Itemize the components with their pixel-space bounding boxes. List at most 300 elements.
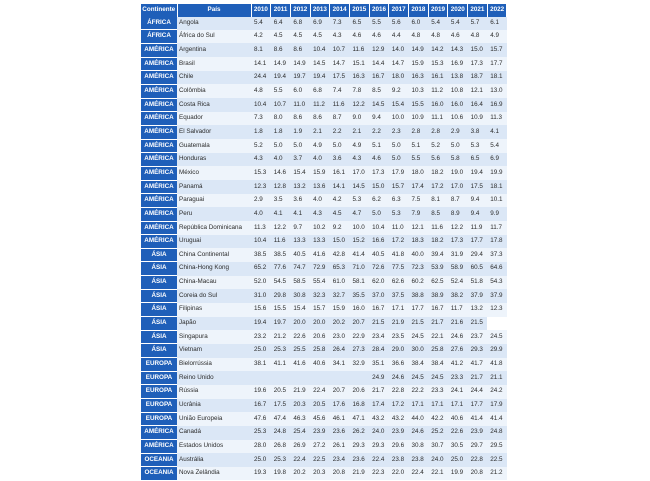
value-cell: 34.1 [330, 358, 350, 372]
value-cell: 7.8 [349, 84, 369, 98]
value-cell: 18.0 [389, 71, 409, 85]
value-cell: 25.5 [290, 344, 310, 358]
value-cell [330, 371, 350, 385]
value-cell: 15.9 [310, 166, 330, 180]
continent-cell: OCEANIA [141, 467, 177, 481]
continent-cell: AMÉRICA [141, 57, 177, 71]
value-cell: 62.5 [428, 276, 448, 290]
table-row [141, 84, 507, 98]
value-cell: 29.4 [468, 248, 488, 262]
value-cell: 4.6 [369, 30, 389, 44]
value-cell: 24.6 [389, 371, 409, 385]
value-cell: 6.5 [349, 17, 369, 30]
table-row [141, 344, 507, 358]
value-cell: 9.7 [290, 221, 310, 235]
value-cell: 23.8 [409, 453, 429, 467]
header-year: 2016 [369, 4, 389, 17]
value-cell: 11.0 [389, 221, 409, 235]
value-cell: 15.4 [290, 166, 310, 180]
value-cell: 8.5 [369, 84, 389, 98]
value-cell: 5.3 [389, 207, 409, 221]
table-body [141, 17, 507, 481]
table-row [141, 221, 507, 235]
value-cell: 77.5 [389, 262, 409, 276]
value-cell: 10.9 [409, 112, 429, 126]
continent-cell: AMÉRICA [141, 194, 177, 208]
value-cell: 17.7 [468, 235, 488, 249]
continent-cell: AMÉRICA [141, 125, 177, 139]
value-cell: 11.7 [487, 221, 507, 235]
table-row [141, 17, 507, 30]
value-cell: 38.2 [448, 289, 468, 303]
value-cell: 23.7 [468, 330, 488, 344]
continent-cell: EUROPA [141, 371, 177, 385]
continent-cell: AMÉRICA [141, 426, 177, 440]
value-cell: 20.8 [330, 467, 350, 481]
value-cell: 72.3 [409, 262, 429, 276]
country-cell: China-Hong Kong [177, 262, 251, 276]
value-cell: 16.0 [448, 98, 468, 112]
value-cell: 1.9 [290, 125, 310, 139]
value-cell: 12.2 [448, 221, 468, 235]
value-cell: 4.8 [428, 30, 448, 44]
value-cell: 4.6 [448, 30, 468, 44]
country-cell: Estados Unidos [177, 440, 251, 454]
value-cell: 6.5 [468, 153, 488, 167]
value-cell: 23.9 [468, 426, 488, 440]
value-cell: 37.9 [487, 289, 507, 303]
value-cell: 28.0 [251, 440, 271, 454]
value-cell: 22.6 [290, 330, 310, 344]
value-cell: 55.4 [310, 276, 330, 290]
value-cell: 25.4 [290, 426, 310, 440]
country-cell: Argentina [177, 43, 251, 57]
value-cell: 17.7 [409, 303, 429, 317]
value-cell: 4.5 [290, 30, 310, 44]
country-cell: Honduras [177, 153, 251, 167]
value-cell: 23.2 [251, 330, 271, 344]
table-row [141, 426, 507, 440]
value-cell: 5.2 [251, 139, 271, 153]
value-cell: 4.2 [251, 30, 271, 44]
value-cell: 10.8 [448, 84, 468, 98]
value-cell: 14.5 [369, 98, 389, 112]
value-cell: 24.9 [369, 371, 389, 385]
value-cell: 11.1 [428, 112, 448, 126]
country-cell: Equador [177, 112, 251, 126]
value-cell: 23.9 [310, 426, 330, 440]
value-cell: 21.7 [428, 317, 448, 331]
value-cell: 15.7 [487, 43, 507, 57]
value-cell: 8.6 [310, 112, 330, 126]
value-cell: 29.3 [369, 440, 389, 454]
value-cell: 25.0 [251, 453, 271, 467]
value-cell: 2.2 [330, 125, 350, 139]
country-cell: Guatemala [177, 139, 251, 153]
value-cell: 32.7 [330, 289, 350, 303]
country-cell: Peru [177, 207, 251, 221]
table-row [141, 303, 507, 317]
value-cell: 5.5 [369, 17, 389, 30]
value-cell: 24.0 [428, 453, 448, 467]
value-cell: 4.5 [271, 30, 291, 44]
value-cell: 8.1 [428, 194, 448, 208]
value-cell: 4.5 [330, 207, 350, 221]
table-row [141, 385, 507, 399]
country-cell: Costa Rica [177, 98, 251, 112]
value-cell: 30.7 [428, 440, 448, 454]
value-cell: 16.7 [369, 71, 389, 85]
value-cell: 22.1 [428, 330, 448, 344]
value-cell: 5.4 [428, 17, 448, 30]
value-cell: 52.4 [448, 276, 468, 290]
value-cell: 22.5 [310, 453, 330, 467]
value-cell: 8.7 [330, 112, 350, 126]
continent-cell: OCEANIA [141, 453, 177, 467]
value-cell: 18.3 [409, 235, 429, 249]
value-cell: 10.3 [409, 84, 429, 98]
header-year: 2017 [389, 4, 409, 17]
continent-cell: AMÉRICA [141, 235, 177, 249]
country-cell: Paraguai [177, 194, 251, 208]
continent-cell: AMÉRICA [141, 98, 177, 112]
value-cell: 10.6 [448, 112, 468, 126]
value-cell: 11.0 [290, 98, 310, 112]
value-cell: 11.7 [448, 303, 468, 317]
value-cell: 71.0 [349, 262, 369, 276]
value-cell: 43.2 [369, 412, 389, 426]
value-cell: 20.2 [330, 317, 350, 331]
table-row [141, 194, 507, 208]
value-cell: 16.6 [369, 235, 389, 249]
value-cell: 7.5 [409, 194, 429, 208]
value-cell: 15.0 [468, 43, 488, 57]
value-cell: 30.0 [409, 344, 429, 358]
continent-cell: ÁSIA [141, 303, 177, 317]
value-cell: 58.5 [290, 276, 310, 290]
value-cell: 8.5 [428, 207, 448, 221]
table-row [141, 166, 507, 180]
table-row [141, 30, 507, 44]
value-cell: 11.3 [251, 221, 271, 235]
country-cell: México [177, 166, 251, 180]
value-cell: 12.3 [487, 303, 507, 317]
value-cell: 29.6 [389, 440, 409, 454]
value-cell: 14.7 [389, 57, 409, 71]
value-cell: 35.1 [369, 358, 389, 372]
country-cell: República Dominicana [177, 221, 251, 235]
value-cell: 24.5 [487, 330, 507, 344]
value-cell: 8.0 [271, 112, 291, 126]
continent-cell: AMÉRICA [141, 207, 177, 221]
value-cell: 43.2 [389, 412, 409, 426]
value-cell: 40.6 [310, 358, 330, 372]
value-cell: 13.8 [448, 71, 468, 85]
value-cell: 15.0 [369, 180, 389, 194]
value-cell: 17.8 [487, 235, 507, 249]
value-cell: 24.6 [409, 426, 429, 440]
table-row [141, 207, 507, 221]
value-cell: 4.0 [310, 194, 330, 208]
header-year: 2019 [428, 4, 448, 17]
value-cell: 21.6 [448, 317, 468, 331]
value-cell: 21.9 [349, 467, 369, 481]
value-cell: 20.7 [349, 317, 369, 331]
value-cell: 7.3 [330, 17, 350, 30]
value-cell: 14.5 [349, 180, 369, 194]
value-cell: 17.1 [409, 399, 429, 413]
value-cell: 18.0 [409, 166, 429, 180]
value-cell: 4.9 [487, 30, 507, 44]
value-cell: 15.4 [290, 303, 310, 317]
value-cell: 20.2 [290, 467, 310, 481]
value-cell: 21.5 [369, 317, 389, 331]
value-cell: 18.2 [428, 235, 448, 249]
value-cell: 47.1 [349, 412, 369, 426]
table-row [141, 453, 507, 467]
value-cell: 17.7 [487, 57, 507, 71]
value-cell: 29.0 [389, 344, 409, 358]
value-cell: 7.4 [330, 84, 350, 98]
value-cell: 19.7 [290, 71, 310, 85]
continent-cell: AMÉRICA [141, 440, 177, 454]
value-cell: 19.4 [271, 71, 291, 85]
value-cell: 1.8 [251, 125, 271, 139]
value-cell: 6.0 [409, 17, 429, 30]
value-cell: 21.9 [389, 317, 409, 331]
continent-cell: ÁSIA [141, 248, 177, 262]
value-cell: 5.0 [290, 139, 310, 153]
table-row [141, 412, 507, 426]
value-cell: 16.1 [330, 166, 350, 180]
value-cell: 4.8 [251, 84, 271, 98]
value-cell: 17.9 [487, 399, 507, 413]
value-cell: 19.6 [251, 385, 271, 399]
value-cell: 11.9 [468, 221, 488, 235]
value-cell: 24.1 [448, 385, 468, 399]
continent-cell: EUROPA [141, 358, 177, 372]
value-cell: 14.6 [271, 166, 291, 180]
value-cell: 25.8 [310, 344, 330, 358]
value-cell: 45.6 [310, 412, 330, 426]
value-cell: 8.9 [448, 207, 468, 221]
value-cell: 24.5 [409, 371, 429, 385]
value-cell: 14.1 [330, 180, 350, 194]
country-cell: Panamá [177, 180, 251, 194]
value-cell: 4.9 [349, 139, 369, 153]
value-cell: 11.6 [271, 235, 291, 249]
value-cell: 5.0 [271, 139, 291, 153]
value-cell: 16.8 [349, 399, 369, 413]
continent-cell: ÁSIA [141, 262, 177, 276]
table-row [141, 330, 507, 344]
continent-cell: AMÉRICA [141, 84, 177, 98]
continent-cell: AMÉRICA [141, 112, 177, 126]
value-cell: 5.7 [468, 17, 488, 30]
value-cell: 36.6 [389, 358, 409, 372]
value-cell [251, 371, 271, 385]
value-cell: 72.6 [369, 262, 389, 276]
value-cell: 1.8 [271, 125, 291, 139]
value-cell: 41.1 [271, 358, 291, 372]
value-cell: 20.0 [310, 317, 330, 331]
value-cell: 13.3 [310, 235, 330, 249]
value-cell: 17.4 [409, 180, 429, 194]
continent-cell: AMÉRICA [141, 180, 177, 194]
table-row [141, 262, 507, 276]
value-cell: 13.0 [487, 84, 507, 98]
value-cell [290, 371, 310, 385]
value-cell: 25.2 [428, 426, 448, 440]
value-cell: 41.7 [468, 358, 488, 372]
value-cell: 20.6 [310, 330, 330, 344]
value-cell: 19.3 [251, 467, 271, 481]
table-row [141, 180, 507, 194]
value-cell: 41.8 [389, 248, 409, 262]
value-cell: 9.2 [389, 84, 409, 98]
header-year: 2013 [310, 4, 330, 17]
value-cell: 2.9 [448, 125, 468, 139]
value-cell: 10.2 [310, 221, 330, 235]
value-cell: 12.2 [349, 98, 369, 112]
value-cell: 6.9 [310, 17, 330, 30]
value-cell: 2.8 [409, 125, 429, 139]
value-cell: 21.2 [271, 330, 291, 344]
value-cell: 20.8 [468, 467, 488, 481]
continent-cell: AMÉRICA [141, 139, 177, 153]
value-cell: 54.5 [271, 276, 291, 290]
value-cell: 15.5 [271, 303, 291, 317]
header-year: 2020 [448, 4, 468, 17]
value-cell: 62.0 [369, 276, 389, 290]
value-cell: 9.4 [468, 207, 488, 221]
value-cell: 10.4 [251, 98, 271, 112]
value-cell: 41.8 [487, 358, 507, 372]
value-cell: 6.9 [487, 153, 507, 167]
value-cell: 24.8 [271, 426, 291, 440]
value-cell: 39.4 [428, 248, 448, 262]
continent-cell: AMÉRICA [141, 71, 177, 85]
country-cell: Reino Unido [177, 371, 251, 385]
value-cell: 7.3 [251, 112, 271, 126]
value-cell: 12.8 [271, 180, 291, 194]
value-cell: 9.0 [349, 112, 369, 126]
value-cell: 12.1 [468, 84, 488, 98]
value-cell: 19.9 [448, 467, 468, 481]
value-cell: 20.5 [310, 399, 330, 413]
value-cell: 5.3 [468, 139, 488, 153]
table-row [141, 153, 507, 167]
value-cell: 72.9 [310, 262, 330, 276]
value-cell: 40.5 [369, 248, 389, 262]
value-cell: 17.0 [448, 180, 468, 194]
value-cell: 37.0 [369, 289, 389, 303]
table-row [141, 371, 507, 385]
value-cell: 54.3 [487, 276, 507, 290]
value-cell: 26.9 [290, 440, 310, 454]
value-cell: 4.1 [290, 207, 310, 221]
country-cell: China Continental [177, 248, 251, 262]
value-cell: 5.8 [448, 153, 468, 167]
value-cell: 13.2 [290, 180, 310, 194]
value-cell: 10.7 [330, 43, 350, 57]
value-cell: 41.4 [349, 248, 369, 262]
value-cell: 4.0 [271, 153, 291, 167]
value-cell: 29.3 [468, 344, 488, 358]
value-cell: 77.6 [271, 262, 291, 276]
value-cell [310, 371, 330, 385]
value-cell: 15.9 [409, 57, 429, 71]
value-cell: 3.7 [290, 153, 310, 167]
value-cell [349, 371, 369, 385]
value-cell: 9.9 [487, 207, 507, 221]
value-cell: 21.2 [487, 467, 507, 481]
value-cell: 9.4 [369, 112, 389, 126]
value-cell: 6.1 [487, 17, 507, 30]
value-cell: 17.5 [330, 71, 350, 85]
value-cell: 18.1 [487, 180, 507, 194]
value-cell: 15.1 [349, 57, 369, 71]
value-cell: 24.5 [409, 330, 429, 344]
continent-cell: AMÉRICA [141, 221, 177, 235]
continent-cell: AMÉRICA [141, 153, 177, 167]
value-cell: 4.3 [310, 207, 330, 221]
value-cell: 24.6 [448, 330, 468, 344]
value-cell: 10.7 [271, 98, 291, 112]
value-cell: 17.1 [428, 399, 448, 413]
header-year: 2015 [349, 4, 369, 17]
value-cell: 32.9 [349, 358, 369, 372]
value-cell: 17.5 [468, 180, 488, 194]
value-cell: 16.3 [349, 71, 369, 85]
value-cell: 12.9 [369, 43, 389, 57]
value-cell: 22.4 [369, 453, 389, 467]
table-row [141, 235, 507, 249]
value-cell: 11.6 [428, 221, 448, 235]
value-cell: 5.1 [409, 139, 429, 153]
value-cell: 17.2 [389, 399, 409, 413]
value-cell: 38.1 [251, 358, 271, 372]
value-cell: 22.0 [389, 467, 409, 481]
value-cell: 16.0 [428, 98, 448, 112]
value-cell: 26.8 [271, 440, 291, 454]
header-continente: Continente [141, 4, 177, 17]
value-cell: 15.2 [349, 235, 369, 249]
value-cell: 21.7 [369, 385, 389, 399]
country-cell: Ucrânia [177, 399, 251, 413]
value-cell: 10.9 [468, 112, 488, 126]
value-cell: 17.3 [369, 166, 389, 180]
value-cell: 24.0 [369, 426, 389, 440]
value-cell: 15.3 [251, 166, 271, 180]
value-cell: 16.7 [428, 303, 448, 317]
value-cell: 18.1 [487, 71, 507, 85]
value-cell: 10.4 [369, 221, 389, 235]
country-cell: União Europeia [177, 412, 251, 426]
value-cell: 14.2 [428, 43, 448, 57]
country-cell: África do Sul [177, 30, 251, 44]
value-cell: 22.2 [409, 385, 429, 399]
value-cell: 15.7 [389, 180, 409, 194]
value-cell: 65.2 [251, 262, 271, 276]
value-cell: 42.2 [428, 412, 448, 426]
value-cell: 16.9 [487, 98, 507, 112]
value-cell: 6.8 [310, 84, 330, 98]
value-cell: 17.3 [448, 235, 468, 249]
value-cell: 27.3 [349, 344, 369, 358]
value-cell: 24.5 [428, 371, 448, 385]
value-cell: 47.4 [271, 412, 291, 426]
